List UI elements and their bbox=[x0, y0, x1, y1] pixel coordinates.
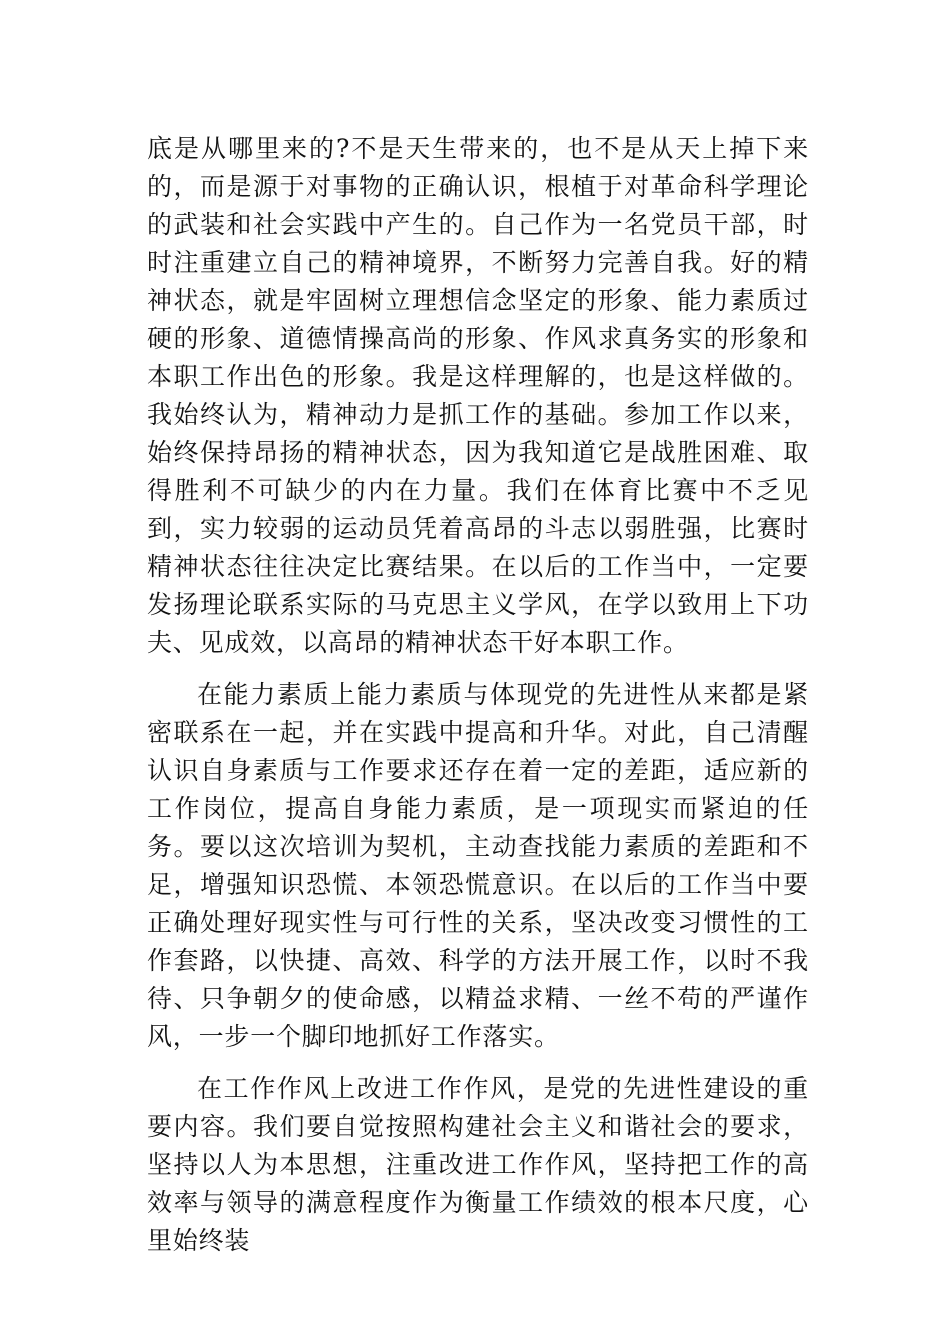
paragraph-ability-quality: 在能力素质上能力素质与体现党的先进性从来都是紧密联系在一起，并在实践中提高和升华。对此，自己清醒认识自身素质与工作要求还存在着一定的差距，适应新的工作岗位，提高自身能力素质，是一项现实而紧迫的任务。要以这次培训为契机，主动查找能力素质的差距和不足，增强知识恐慌、本领恐慌意识。在以后的工作当中要正确处理好现实性与可行性的关系，坚决改变习惯性的工作套路，以快捷、高效、科学的方法开展工作，以时不我待、只争朝夕的使命感，以精益求精、一丝不苟的严谨作风，一步一个脚印地抓好工作落实。 bbox=[147, 680, 809, 1051]
paragraph-spirit-continued: 底是从哪里来的?不是天生带来的，也不是从天上掉下来的，而是源于对事物的正确认识，根植于对革命科学理论的武装和社会实践中产生的。自己作为一名党员干部，时时注重建立自己的精神境界，不断努力完善自我。好的精神状态，就是牢固树立理想信念坚定的形象、能力素质过硬的形象、道德情操高尚的形象、作风求真务实的形象和本职工作出色的形象。我是这样理解的，也是这样做的。我始终认为，精神动力是抓工作的基础。参加工作以来，始终保持昂扬的精神状态，因为我知道它是战胜困难、取得胜利不可缺少的内在力量。我们在体育比赛中不乏见到，实力较弱的运动员凭着高昂的斗志以弱胜强，比赛时精神状态往往决定比赛结果。在以后的工作当中，一定要发扬理论联系实际的马克思主义学风，在学以致用上下功夫、见成效，以高昂的精神状态干好本职工作。 bbox=[147, 134, 809, 657]
document-body bbox=[147, 130, 809, 1274]
paragraph-work-style: 在工作作风上改进工作作风，是党的先进性建设的重要内容。我们要自觉按照构建社会主义和谐社会的要求，坚持以人为本思想，注重改进工作作风，坚持把工作的高效率与领导的满意程度作为衡量工作绩效的根本尺度，心里始终装 bbox=[147, 1074, 809, 1255]
